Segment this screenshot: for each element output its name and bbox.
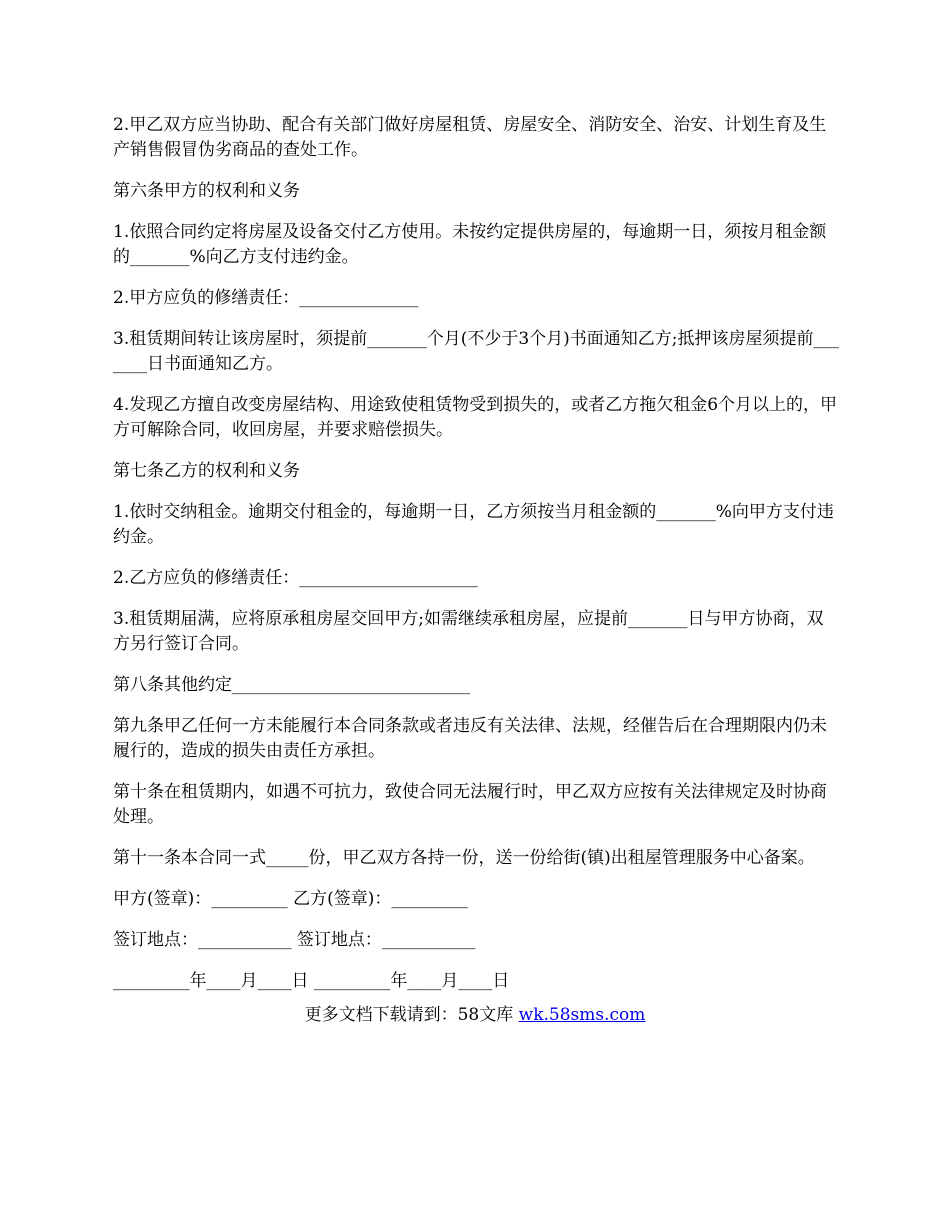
signature-line: 甲方(签章)：_________ 乙方(签章)：_________ (113, 889, 468, 909)
clause-paragraph: 第十条在租赁期内，如遇不可抗力，致使合同无法履行时，甲乙双方应按有关法律规定及时协商处理。 (113, 782, 827, 827)
section-heading: 第八条其他约定____________________________ (113, 675, 470, 695)
date-line: _________年____月____日 _________年____月____日 (113, 971, 510, 991)
document-body (113, 113, 840, 1010)
clause-paragraph: 2.乙方应负的修缮责任：_____________________ (113, 568, 478, 588)
clause-paragraph: 3.租赁期届满，应将原承租房屋交回甲方;如需继续承租房屋，应提前_______日与甲方协商，双方另行签订合同。 (113, 609, 824, 654)
section-heading: 第七条乙方的权利和义务 (113, 461, 300, 481)
clause-paragraph: 2.甲乙双方应当协助、配合有关部门做好房屋租赁、房屋安全、消防安全、治安、计划生育及生产销售假冒伪劣商品的查处工作。 (113, 115, 827, 160)
section-heading: 第六条甲方的权利和义务 (113, 181, 300, 201)
footer (0, 1003, 950, 1028)
clause-paragraph: 4.发现乙方擅自改变房屋结构、用途致使租赁物受到损失的，或者乙方拖欠租金6个月以上的，甲方可解除合同，收回房屋，并要求赔偿损失。 (113, 395, 838, 440)
clause-paragraph: 1.依时交纳租金。逾期交付租金的，每逾期一日，乙方须按当月租金额的_______%向甲方支付违约金。 (113, 502, 834, 547)
clause-paragraph: 第九条甲乙任何一方未能履行本合同条款或者违反有关法律、法规，经催告后在合理期限内仍未履行的，造成的损失由责任方承担。 (113, 716, 827, 761)
clause-paragraph: 2.甲方应负的修缮责任：______________ (113, 288, 419, 308)
footer-link[interactable]: wk.58sms.com (518, 1005, 646, 1025)
clause-paragraph: 第十一条本合同一式_____份，甲乙双方各持一份，送一份给街(镇)出租屋管理服务中心备案。 (113, 848, 815, 868)
signing-place-line: 签订地点：___________ 签订地点：___________ (113, 930, 476, 950)
footer-text: 更多文档下载请到：58文库 (304, 1005, 519, 1025)
clause-paragraph: 1.依照合同约定将房屋及设备交付乙方使用。未按约定提供房屋的，每逾期一日，须按月租金额的_______%向乙方支付违约金。 (113, 222, 827, 267)
clause-paragraph: 3.租赁期间转让该房屋时，须提前_______个月(不少于3个月)书面通知乙方;抵押该房屋须提前_______日书面通知乙方。 (113, 329, 840, 374)
